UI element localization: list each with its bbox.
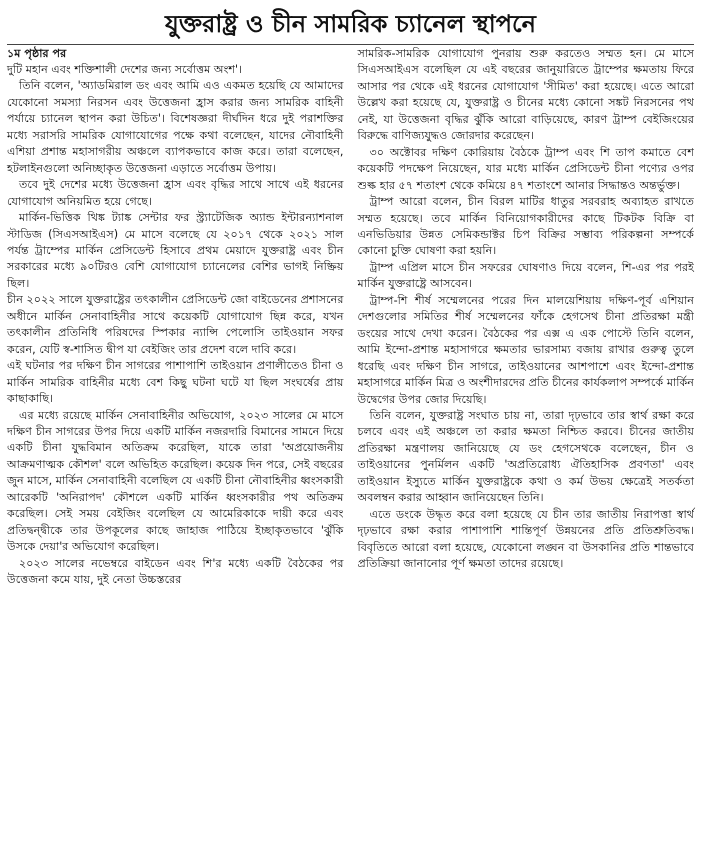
right-column (358, 46, 695, 589)
page-title: যুক্তরাষ্ট্র ও চীন সামরিক চ্যানেল স্থাপনে (164, 10, 536, 38)
continued-label: ১ম পৃষ্ঠার পর (7, 47, 67, 60)
article-body (7, 46, 694, 589)
paragraph: মার্কিন-ভিত্তিক থিঙ্ক ট্যাঙ্ক সেন্টার ফর স্ট্র্যাটেজিক অ্যান্ড ইন্টারন্যাশনাল স্টাডিজ (সিএসআইএস) মে মাসে বলেছে যে ২০১৭ থেকে ২০২১ সাল পর্যন্ত ট্রাম্পের মার্কিন প্রেসিডেন্ট হিসাবে প্রথম মেয়াদে যুক্তরাষ্ট্র এবং চীন সরকারের মধ্যে ৯০টিরও বেশি যোগাযোগ চ্যানেলের বেশির ভাগই নিষ্ক্রিয় ছিল। (7, 211, 344, 290)
paragraph: ট্রাম্প-শি শীর্ষ সম্মেলনের পরের দিন মালয়েশিয়ায় দক্ষিণ-পূর্ব এশিয়ান দেশগুলোর সমিতির শীর্ষ সম্মেলনের ফাঁকে হেগসেথ চীনা প্রতিরক্ষা মন্ত্রী ডংয়ের সাথে দেখা করেন। বৈঠকের পর এক্স এ এক পোস্টে তিনি বলেন, আমি ইন্দো-প্রশান্ত মহাসাগরে ক্ষমতার ভারসাম্য বজায় রাখার গুরুত্ব তুলে ধরেছি এবং দক্ষিণ চীন সাগরে, তাইওয়ানের আশপাশে এবং ইন্দো-প্রশান্ত মহাসাগরে মার্কিন মিত্র ও অংশীদারদের প্রতি চীনের কার্যকলাপ সম্পর্কে মার্কিন উদ্বেগের উপর জোর দিয়েছি। (357, 293, 694, 406)
paragraph: এর মধ্যে রয়েছে মার্কিন সেনাবাহিনীর অভিযোগ, ২০২৩ সালের মে মাসে দক্ষিণ চীন সাগরের উপর দিয়ে একটি মার্কিন নজরদারি বিমানের সামনে দিয়ে একটি চীনা যুদ্ধবিমান অতিক্রম করেছিল, যাকে তারা 'অপ্রয়োজনীয় আক্রমণাত্মক কৌশল' বলে অভিহিত করেছিল। কয়েক দিন পরে, সেই বছরের জুন মাসে, মার্কিন সেনাবাহিনী বলেছিল যে একটি চীনা নৌবাহিনীর ধ্বংসকারী আরেকটি 'অনিরাপদ' কৌশলে একটি মার্কিন ধ্বংসকারীর পথ অতিক্রম করেছিল। সেই সময় বেইজিং বলেছিল যে আমেরিকাকে দায়ী করে এবং প্রতিদ্বন্দ্বীকে তার উপকূলের কাছে জাহাজ পাঠিয়ে ইচ্ছাকৃতভাবে 'ঝুঁকি উসকে দেয়া'র অভিযোগ করেছিল। (7, 408, 344, 554)
paragraph: তবে দুই দেশের মধ্যে উত্তেজনা হ্রাস এবং বৃদ্ধির সাথে সাথে এই ধরনের যোগাযোগ অনিয়মিত হয়ে গেছে। (7, 178, 344, 208)
paragraph: ট্রাম্প এপ্রিল মাসে চীন সফরের ঘোষণাও দিয়ে বলেন, শি-এর পর পরই মার্কিন যুক্তরাষ্ট্রে আসবেন। (357, 260, 694, 291)
paragraph: ২০২৩ সালের নভেম্বরে বাইডেন এবং শি'র মধ্যে একটি বৈঠকের পর উত্তেজনা কমে যায়, দুই নেতা উচ্চস্তরের (7, 556, 344, 587)
left-column (7, 46, 344, 589)
paragraph: এতে ডংকে উদ্ধৃত করে বলা হয়েছে যে চীন তার জাতীয় নিরাপত্তা স্বার্থ দৃঢ়ভাবে রক্ষা করার পাশাপাশি শান্তিপূর্ণ উন্নয়নের প্রতি প্রতিশ্রুতিবদ্ধ। বিবৃতিতে আরো বলা হয়েছে, যেকোনো লঙ্ঘন বা উসকানির প্রতি শান্তভাবে প্রতিক্রিয়া জানানোর পূর্ণ ক্ষমতা তাদের রয়েছে। (357, 507, 694, 571)
paragraph: তিনি বলেন, যুক্তরাষ্ট্র সংঘাত চায় না, তারা দৃঢ়ভাবে তার স্বার্থ রক্ষা করে চলবে এবং এই অঞ্চলে তা করার ক্ষমতা নিশ্চিত করবে। চীনের জাতীয় প্রতিরক্ষা মন্ত্রণালয় জানিয়েছে যে ডং হেগসেথকে বলেছেন, চীন ও তাইওয়ানের পুনর্মিলন একটি 'অপ্রতিরোধ্য ঐতিহাসিক প্রবণতা' এবং তাইওয়ান ইস্যুতে মার্কিন যুক্তরাষ্ট্রকে কথা ও কর্ম উভয় ক্ষেত্রেই সতর্কতা অবলম্বন করার আহ্বান জানিয়েছেন তিনি। (357, 408, 694, 505)
paragraph: চীন ২০২২ সালে যুক্তরাষ্ট্রের তৎকালীন প্রেসিডেন্ট জো বাইডেনের প্রশাসনের অধীনে মার্কিন সেনাবাহিনীর সাথে কয়েকটি যোগাযোগ ছিন্ন করে, যখন তৎকালীন প্রতিনিধি পরিষদের স্পিকার ন্যান্সি পেলোসি তাইওয়ান সফর করেন, যেটি স্ব-শাসিত দ্বীপ যা বেইজিং তার প্রদেশ বলে দাবি করে। (7, 293, 344, 356)
paragraph: ট্রাম্প আরো বলেন, চীন বিরল মাটির ধাতুর সরবরাহ অব্যাহত রাখতে সম্মত হয়েছে। তবে মার্কিন বিনিয়োগকারীদের কাছে টিকটক বিক্রি বা এনভিডিয়ার উন্নত সেমিকন্ডাক্টর চিপ বিক্রির সম্ভাব্য পরিকল্পনা সম্পর্কে কোনো চুক্তি ঘোষণা করা হয়নি। (357, 195, 694, 258)
paragraph: সামরিক-সামরিক যোগাযোগ পুনরায় শুরু করতেও সম্মত হন। মে মাসে সিএসআইএস বলেছিল যে এই বছরের জানুয়ারিতে ট্রাম্পের ক্ষমতায় ফিরে আসার পর থেকে এই ধরনের যোগাযোগ 'সীমিত' করা হয়েছে। এতে আরো উল্লেখ করা হয়েছে যে, যুক্তরাষ্ট্র ও চীনের মধ্যে কোনো সঙ্কট নিরসনের পথ নেই, যা উত্তেজনা বৃদ্ধির ঝুঁকি আরো বাড়িয়েছে, কারণ ট্রাম্প বেইজিংয়ের বিরুদ্ধে বাণিজ্যযুদ্ধও জোরদার করেছেন। (357, 47, 694, 143)
headline-rule (7, 44, 694, 45)
paragraph: তিনি বলেন, 'অ্যাডমিরাল ডং এবং আমি এও একমত হয়েছি যে আমাদের যেকোনো সমস্যা নিরসন এবং উত্তেজনা হ্রাস করার জন্য সামরিক বাহিনী পর্যায়ে চ্যানেল স্থাপন করা উচিত'। বিশেষজ্ঞরা দীর্ঘদিন ধরে দুই পরাশক্তির মধ্যে সরাসরি সামরিক যোগাযোগের পক্ষে কথা বলেছেন, যাদের নৌবাহিনী এশিয়া প্রশান্ত মহাসাগরীয় অঞ্চলে ব্যাপকভাবে কাজ করে। তারা বলেছেন, হটলাইনগুলো অনিচ্ছাকৃত উত্তেজনা এড়াতে সর্বোত্তম উপায়। (7, 79, 344, 175)
paragraph: দুটি মহান এবং শক্তিশালী দেশের জন্য সর্বোত্তম অংশ'। (7, 63, 243, 76)
paragraph: এই ঘটনার পর দক্ষিণ চীন সাগরের পাশাপাশি তাইওয়ান প্রণালীতেও চীনা ও মার্কিন সামরিক বাহিনীর মধ্যে বেশ কিছু ঘটনা ঘটে যা ছিল সংঘর্ষের প্রায় কাছাকাছি। (7, 359, 344, 406)
paragraph: ৩০ অক্টোবর দক্ষিণ কোরিয়ায় বৈঠকে ট্রাম্প এবং শি তাপ কমাতে বেশ কয়েকটি পদক্ষেপ নিয়েছেন, যার মধ্যে মার্কিন প্রেসিডেন্ট চীনা পণ্যের ওপর শুল্ক হার ৫৭ শতাংশ থেকে কমিয়ে ৪৭ শতাংশে আনার সিদ্ধান্তও অন্তর্ভুক্ত। (357, 145, 694, 192)
